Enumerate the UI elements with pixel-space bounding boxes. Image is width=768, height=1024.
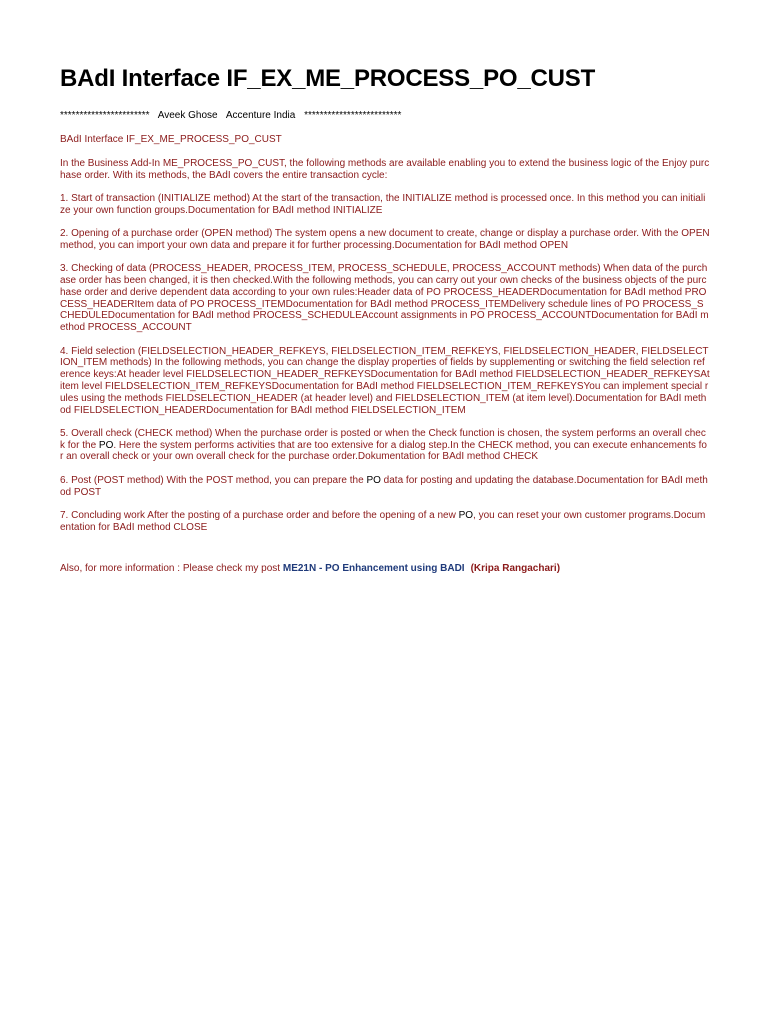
po-term: PO (458, 509, 474, 521)
footer-note (60, 563, 710, 575)
byline (60, 110, 710, 122)
paragraph-post (60, 475, 710, 499)
paragraph-initialize: 1. Start of transaction (INITIALIZE method) At the start of the transaction, the INITIALIZE method is processed once. In this method you can initialize your own function groups.Documentation for BAdI method INITIALIZE (60, 193, 706, 216)
paragraph-check-part-a: 5. Overall check (CHECK method) When the purchase order is posted or when the Check function is chosen, the system performs an overall check for the (60, 427, 706, 451)
paragraph-check-part-b: . Here the system performs activities that are too extensive for a dialog step.In the CHECK method, you can execute enhancements for an overall check or your own overall check for the purchase order.Dokumentation for BAdI method CHECK (60, 439, 707, 463)
paragraph-close-part-a: 7. Concluding work After the posting of a purchase order and before the opening of a new (60, 509, 459, 521)
paragraph-post-part-b: data for posting and updating the database.Documentation for BAdI method POST (60, 474, 708, 498)
page-title: BAdI Interface IF_EX_ME_PROCESS_PO_CUST (60, 65, 596, 92)
paragraph-post-part-a: 6. Post (POST method) With the POST method, you can prepare the (60, 474, 367, 486)
footer-author: (Kripa Rangachari) (470, 563, 561, 575)
footer-prefix: Also, for more information : Please check my post (60, 563, 283, 575)
paragraph-check (60, 428, 710, 463)
paragraph-close (60, 510, 710, 534)
byline-company: Accenture India (225, 110, 296, 121)
document-subtitle: BAdI Interface IF_EX_ME_PROCESS_PO_CUST (60, 134, 282, 145)
paragraph-process-checks: 3. Checking of data (PROCESS_HEADER, PROCESS_ITEM, PROCESS_SCHEDULE, PROCESS_ACCOUNT methods) When data of the purchase order has been changed, it is then checked.With the following methods, you can carry out your own checks of the business objects of the purchase order and derive dependent data according to your own rules:Header data of PO PROCESS_HEADERDocumentation for BAdI method PROCESS_HEADERItem data of PO PROCESS_ITEMDocumentation for BAdI method PROCESS_ITEMDelivery schedule lines of PO PROCESS_SCHEDULEDocumentation for BAdI method PROCESS_SCHEDULEAccount assignments in PO PROCESS_ACCOUNTDocumentation for BAdI method PROCESS_ACCOUNT (60, 263, 709, 334)
po-term: PO (98, 439, 114, 451)
paragraph-open: 2. Opening of a purchase order (OPEN method) The system opens a new document to create, change or display a purchase order. With the OPEN method, you can import your own data and prepare it for further processing.Documentation for BAdI method OPEN (60, 228, 710, 251)
paragraph-close-part-b: , you can reset your own customer programs.Documentation for BAdI method CLOSE (60, 509, 706, 533)
po-term: PO (366, 474, 381, 486)
document-page (60, 64, 710, 575)
byline-author: Aveek Ghose (157, 110, 218, 121)
byline-stars-left: *********************** (60, 110, 150, 121)
paragraph-field-selection: 4. Field selection (FIELDSELECTION_HEADER_REFKEYS, FIELDSELECTION_ITEM_REFKEYS, FIELDSELECTION_HEADER, FIELDSELECTION_ITEM methods) In the following methods, you can change the display properties of fields by supplementing or switching the field selection reference keys:At header level FIELDSELECTION_HEADER_REFKEYSDocumentation for BAdI method FIELDSELECTION_HEADER_REFKEYSAt item level FIELDSELECTION_ITEM_REFKEYSDocumentation for BAdI method FIELDSELECTION_ITEM_REFKEYSYou can implement special rules using the methods FIELDSELECTION_HEADER (at header level) and FIELDSELECTION_ITEM (at item level).Documentation for BAdI method FIELDSELECTION_HEADERDocumentation for BAdI method FIELDSELECTION_ITEM (60, 345, 710, 416)
intro-paragraph: In the Business Add-In ME_PROCESS_PO_CUST, the following methods are available enabling you to extend the business logic of the Enjoy purchase order. With its methods, the BAdI covers the entire transaction cycle: (60, 158, 710, 181)
byline-stars-right: ************************* (304, 110, 402, 121)
post-link[interactable]: ME21N - PO Enhancement using BADI (282, 563, 465, 575)
